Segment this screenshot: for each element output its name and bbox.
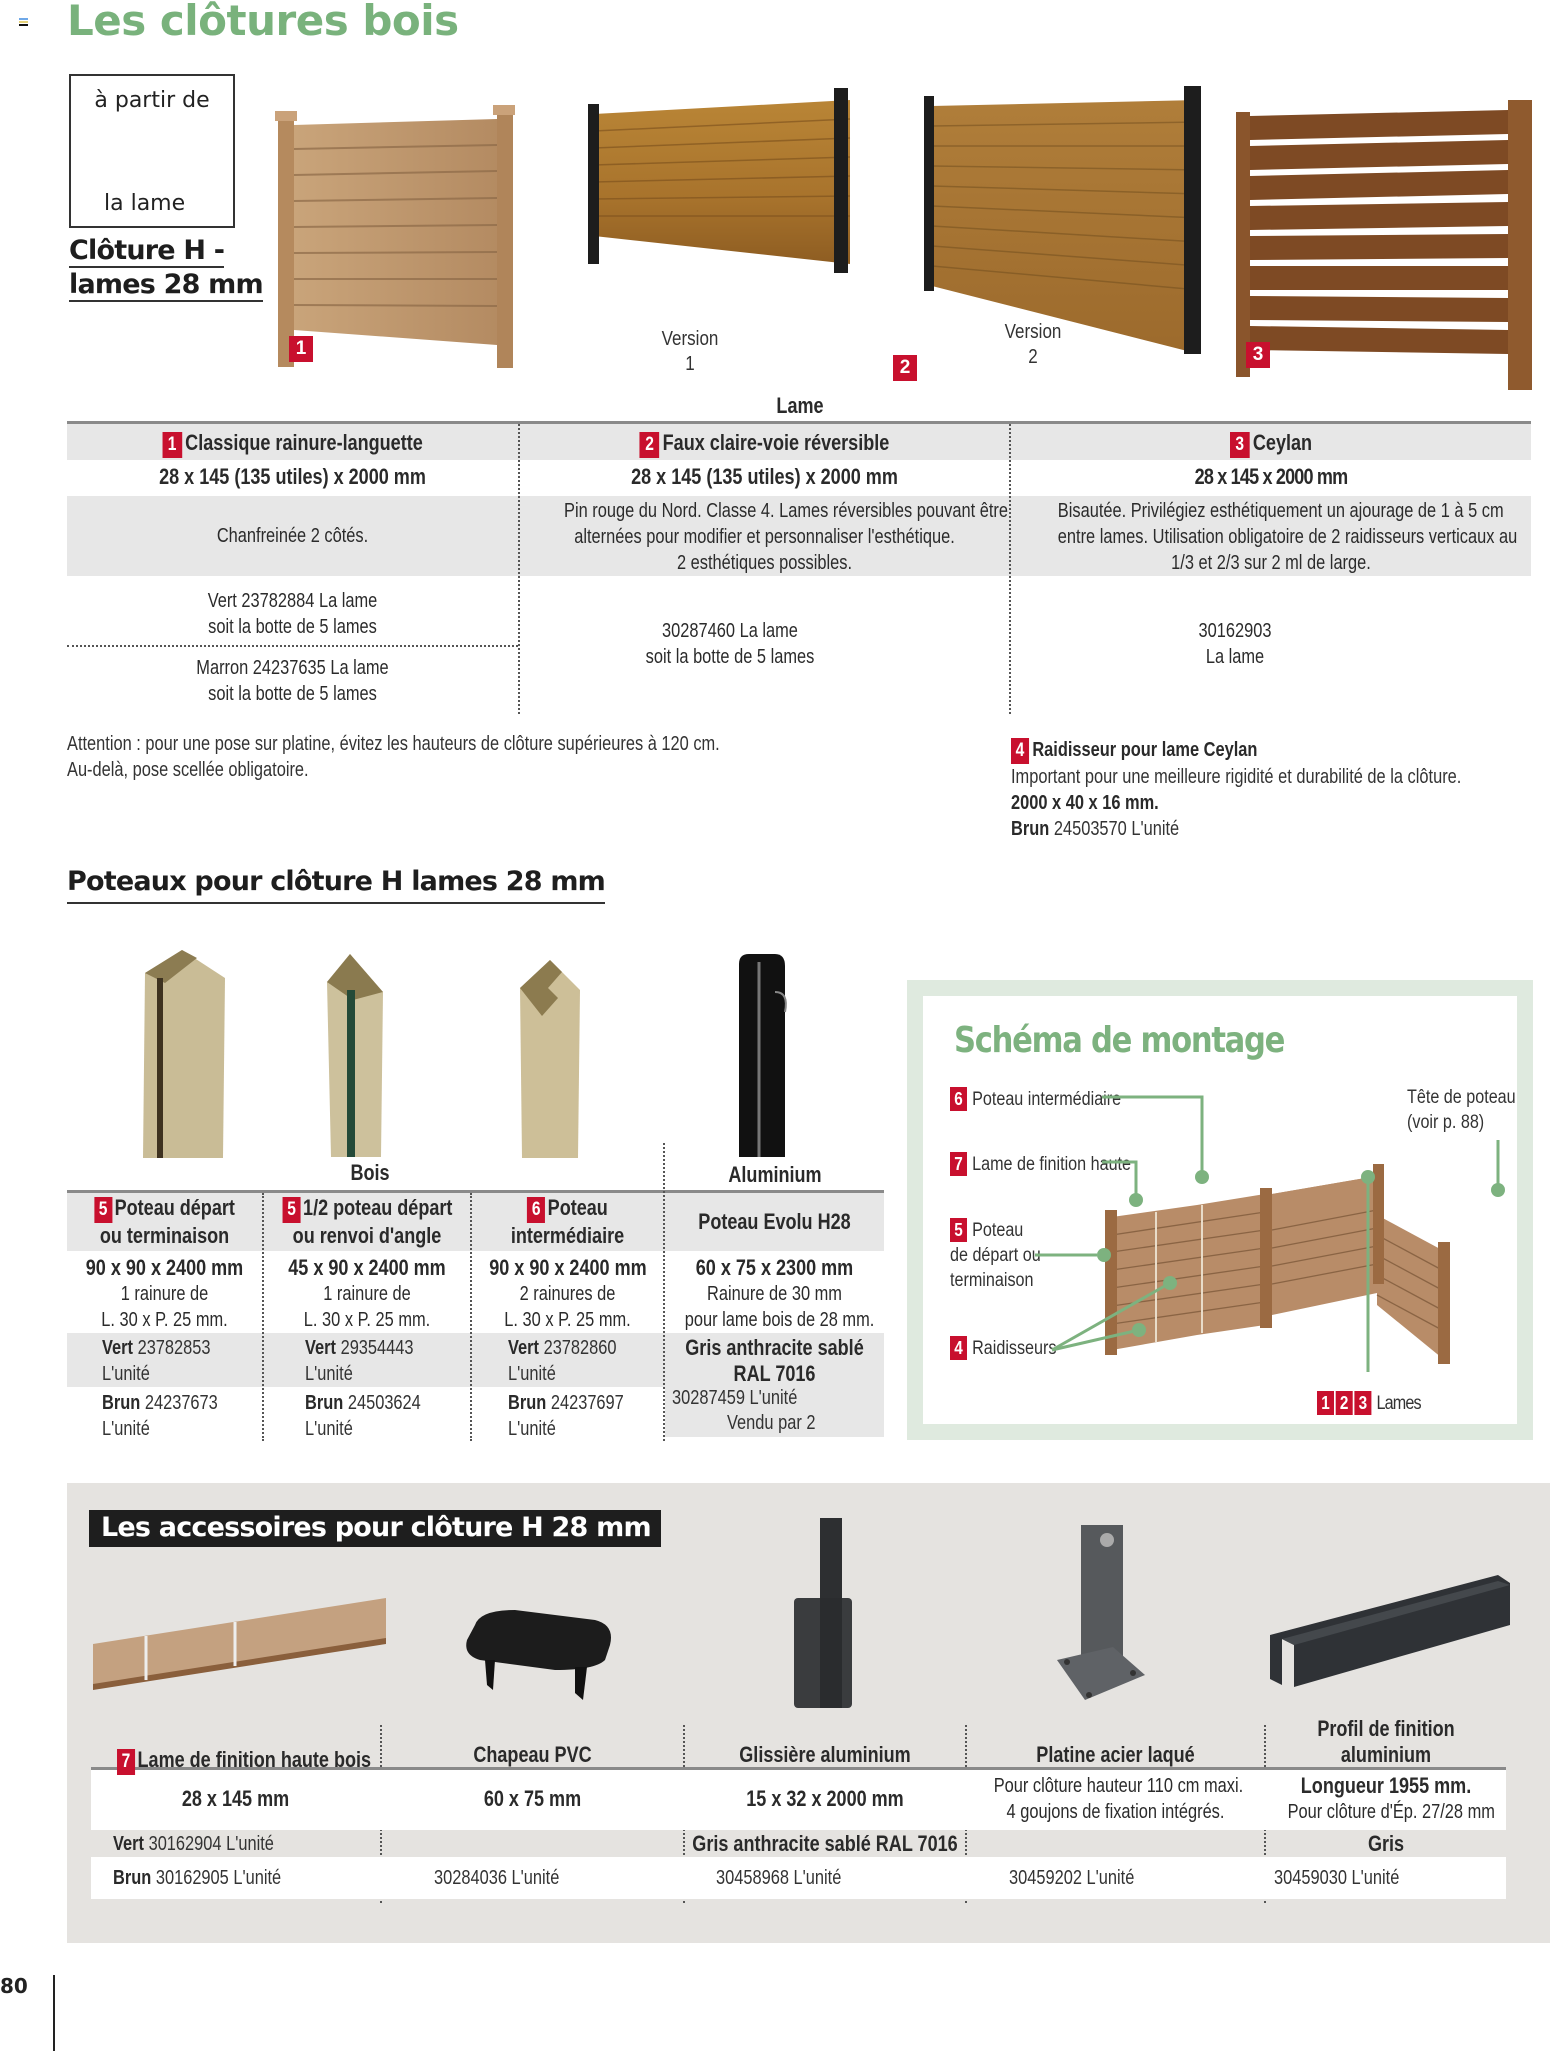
acc-5-name: Profil de finition aluminium	[1317, 1716, 1455, 1767]
page-title: Les clôtures bois	[67, 0, 459, 45]
lame-1-dimensions: 28 x 145 (135 utiles) x 2000 mm	[159, 464, 426, 489]
lame-2-ref: 30287460 La lame soit la botte de 5 lames	[645, 620, 815, 668]
fence-photo-ceylan	[1233, 96, 1535, 391]
fence-photo-version-1	[582, 86, 857, 274]
lame-1-description: Chanfreinée 2 côtés.	[216, 525, 369, 547]
post-3-name: 6 Poteau intermédiaire	[510, 1195, 625, 1248]
schema-label-tete-poteau: Tête de poteau (voir p. 88)	[1407, 1087, 1516, 1133]
lames-ref-divider	[67, 645, 518, 647]
page-number-rule	[53, 1975, 55, 2051]
acc-1-dimensions: 28 x 145 mm	[181, 1786, 290, 1811]
acc-2-name: Chapeau PVC	[473, 1742, 592, 1767]
post-2-dimensions: 45 x 90 x 2400 mm	[288, 1255, 446, 1280]
acc-2-ref: 30284036 L'unité	[434, 1867, 560, 1889]
print-color-marker	[19, 18, 28, 27]
schema-label-poteau-intermediaire: 6 Poteau intermédiaire	[950, 1087, 1121, 1112]
post-1-dimensions: 90 x 90 x 2400 mm	[85, 1255, 244, 1280]
post-3-detail: 2 rainures de L. 30 x P. 25 mm.	[504, 1283, 631, 1331]
post-4-detail: Rainure de 30 mm pour lame bois de 28 mm.	[684, 1283, 875, 1331]
accessories-section-title: Les accessoires pour clôture H 28 mm	[89, 1510, 661, 1547]
price-box-prefix: à partir de	[94, 88, 210, 113]
lame-1-ref-marron: Marron 24237635 La lame soit la botte de 5 lames	[196, 657, 389, 705]
lames-table-header: Lame	[776, 393, 824, 418]
lame-2-name: 2 Faux claire-voie réversible	[564, 430, 965, 458]
posts-divider-2	[470, 1193, 472, 1441]
acc-5-detail: Longueur 1955 mm. Pour clôture d'Ép. 27/28 mm	[1287, 1773, 1495, 1823]
lame-3-ref: 30162903	[1198, 620, 1272, 642]
post-2-name: 5 1/2 poteau départ ou renvoi d'angle	[283, 1195, 452, 1249]
acc-4-name: Platine acier laqué	[1036, 1742, 1195, 1767]
accessory-image-glissiere	[790, 1518, 865, 1708]
version-2-label: Version 2	[1004, 321, 1062, 368]
post-2-detail: 1 rainure de L. 30 x P. 25 mm.	[303, 1283, 431, 1331]
acc-3-name: Glissière aluminium	[739, 1742, 911, 1767]
posts-group-bois: Bois	[350, 1160, 390, 1185]
lame-3-unit: La lame	[1205, 646, 1265, 668]
raidisseur-block: 4 Raidisseur pour lame Ceylan Important pour une meilleure rigidité et durabilité de la clôture. 2000 x 40 x 16 mm. Brun 24503570 L'unité	[1011, 739, 1462, 840]
price-box-unit: la lame	[104, 191, 186, 216]
acc-5-ref: 30459030 L'unité	[1274, 1867, 1400, 1889]
post-1-ref-brun: Brun 24237673 L'unité	[102, 1392, 218, 1440]
post-2-ref-brun: Brun 24503624 L'unité	[305, 1392, 421, 1440]
posts-section-title: Poteaux pour clôture H lames 28 mm	[67, 866, 605, 904]
post-image-evolu	[735, 952, 790, 1162]
lames-col-divider-1	[518, 424, 520, 714]
acc-1-ref-vert: Vert 30162904 L'unité	[113, 1833, 274, 1855]
photo-badge-1: 1	[289, 336, 313, 362]
post-4-dimensions: 60 x 75 x 2300 mm	[695, 1255, 854, 1280]
fence-photo-version-2	[916, 86, 1213, 356]
lame-3-dimensions: 28 x 145 x 2000 mm	[1194, 464, 1348, 489]
attention-note: Attention : pour une pose sur platine, évitez les hauteurs de clôture supérieures à 120 cm. Au-delà, pose scellée obligatoire.	[67, 733, 720, 781]
post-4-name: Poteau Evolu H28	[698, 1209, 851, 1234]
lame-2-dimensions: 28 x 145 (135 utiles) x 2000 mm	[631, 464, 898, 489]
photo-badge-3: 3	[1246, 342, 1270, 368]
lame-1-name: 1 Classique rainure-languette	[108, 430, 478, 458]
acc-4-detail: Pour clôture hauteur 110 cm maxi. 4 goujons de fixation intégrés.	[993, 1775, 1244, 1823]
acc-1-ref-brun: Brun 30162905 L'unité	[113, 1867, 282, 1889]
product-heading: Clôture H - lames 28 mm	[69, 235, 263, 300]
acc-3-ref: 30458968 L'unité	[716, 1867, 842, 1889]
schema-label-lames: 1 2 3 Lames	[1317, 1391, 1421, 1416]
schema-fence-diagram	[907, 980, 1533, 1440]
post-3-ref-vert: Vert 23782860 L'unité	[508, 1337, 617, 1385]
acc-1-name: 7 Lame de finition haute bois	[117, 1747, 354, 1775]
acc-shared-color: Gris anthracite sablé RAL 7016	[692, 1831, 958, 1856]
post-3-ref-brun: Brun 24237697 L'unité	[508, 1392, 624, 1440]
acc-4-ref: 30459202 L'unité	[1009, 1867, 1135, 1889]
post-1-name: 5 Poteau départ ou terminaison	[85, 1195, 245, 1249]
post-4-ref: 30287459 L'unité	[672, 1387, 798, 1409]
post-1-detail: 1 rainure de L. 30 x P. 25 mm.	[101, 1283, 228, 1331]
post-image-demi	[325, 952, 385, 1162]
acc-3-dimensions: 15 x 32 x 2000 mm	[746, 1786, 904, 1811]
post-4-color: Gris anthracite sablé RAL 7016	[685, 1335, 864, 1386]
post-4-sold-by: Vendu par 2	[727, 1412, 816, 1434]
acc-2-dimensions: 60 x 75 mm	[483, 1786, 582, 1811]
price-box	[69, 74, 235, 228]
schema-title: Schéma de montage	[954, 1020, 1285, 1061]
post-3-dimensions: 90 x 90 x 2400 mm	[489, 1255, 647, 1280]
posts-divider-1	[262, 1193, 264, 1441]
post-image-depart	[137, 948, 227, 1163]
schema-de-montage	[907, 980, 1533, 1440]
post-image-intermediaire	[518, 958, 580, 1163]
photo-badge-2: 2	[893, 355, 917, 381]
accessory-image-profil	[1268, 1575, 1513, 1710]
post-1-ref-vert: Vert 23782853 L'unité	[102, 1337, 211, 1385]
schema-label-raidisseurs: 4 Raidisseurs	[950, 1336, 1056, 1361]
lame-2-description: Pin rouge du Nord. Classe 4. Lames réversibles pouvant être alternées pour modifier et personnaliser l'esthétique. 2 esthétiques possibles.	[564, 500, 1008, 574]
schema-label-poteau-depart: 5 Poteau de départ ou terminaison	[950, 1220, 1041, 1291]
lames-col-divider-2	[1009, 424, 1011, 714]
fence-photo-classique	[275, 105, 515, 370]
accessory-image-platine	[1055, 1525, 1145, 1705]
schema-label-lame-finition: 7 Lame de finition haute	[950, 1152, 1131, 1177]
lame-3-name: 3 Ceylan	[1058, 430, 1484, 458]
posts-divider-3	[663, 1143, 665, 1441]
post-2-ref-vert: Vert 29354443 L'unité	[305, 1337, 414, 1385]
version-1-label: Version 1	[661, 328, 719, 375]
accessory-image-lame-finition	[91, 1598, 391, 1693]
page-number: 80	[0, 1974, 28, 1998]
acc-5-color: Gris	[1367, 1831, 1405, 1856]
lame-1-ref-vert: Vert 23782884 La lame soit la botte de 5 lames	[207, 590, 378, 638]
posts-group-aluminium: Aluminium	[728, 1162, 822, 1187]
lame-3-description: Bisautée. Privilégiez esthétiquement un ajourage de 1 à 5 cm entre lames. Utilisation obligatoire de 2 raidisseurs verticaux au 1/3 et 2/3 sur 2 ml de large.	[1057, 500, 1518, 574]
accessory-image-chapeau	[455, 1605, 620, 1705]
